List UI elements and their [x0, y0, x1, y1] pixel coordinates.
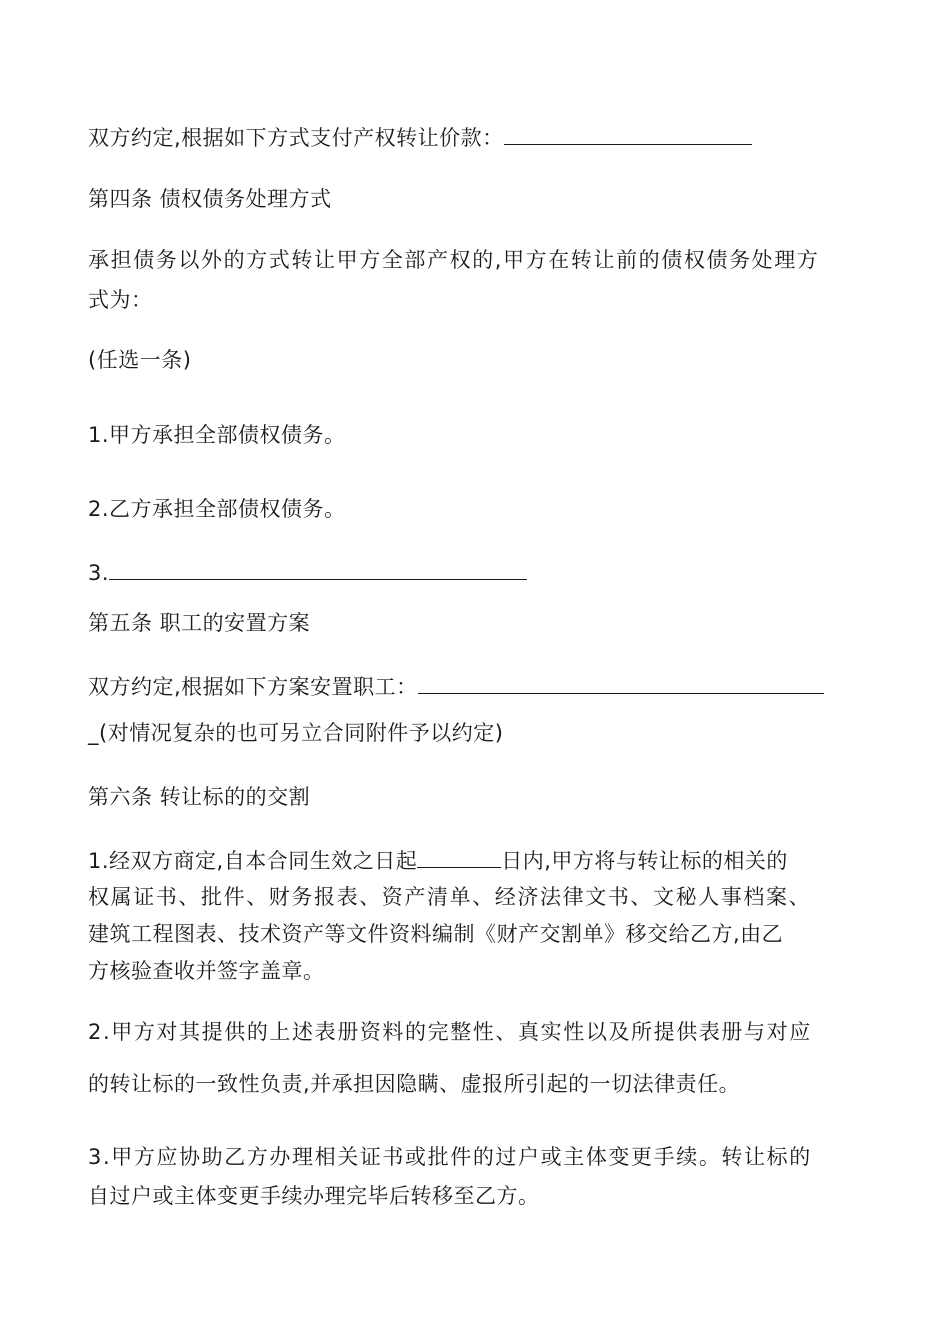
payment-method-text: 双方约定,根据如下方式支付产权转让价款： [88, 126, 504, 150]
choose-one-note: (任选一条) [88, 348, 192, 372]
option-1: 1.甲方承担全部债权债务。 [88, 423, 346, 447]
article-6-item-1-line-1 [88, 845, 868, 875]
article-6-item-1-line-4: 方核验查收并签字盖章。 [88, 959, 325, 983]
staff-plan-line [88, 671, 868, 701]
article-6-item-2-line-1: 2.甲方对其提供的上述表册资料的完整性、真实性以及所提供表册与对应 [88, 1020, 812, 1044]
article-4-para-line-2: 式为： [88, 288, 153, 312]
payment-blank [504, 122, 752, 145]
days-blank [417, 845, 501, 868]
staff-plan-blank [418, 671, 824, 694]
option-2: 2.乙方承担全部债权债务。 [88, 497, 346, 521]
article-6-item-2-line-2: 的转让标的一致性负责,并承担因隐瞒、虚报所引起的一切法律责任。 [88, 1072, 741, 1096]
article-5-heading: 第五条 职工的安置方案 [88, 611, 311, 635]
article-4-heading: 第四条 债权债务处理方式 [88, 187, 332, 211]
article-6-item-3-line-2: 自过户或主体变更手续办理完毕后转移至乙方。 [88, 1184, 540, 1208]
item-1-text-before: 1.经双方商定,自本合同生效之日起 [88, 849, 418, 873]
option-3-blank [109, 557, 527, 580]
article-6-item-1-line-2: 权属证书、批件、财务报表、资产清单、经济法律文书、文秘人事档案、 [88, 885, 812, 909]
article-6-item-1-line-3: 建筑工程图表、技术资产等文件资料编制《财产交割单》移交给乙方,由乙 [88, 922, 784, 946]
staff-plan-text: 双方约定,根据如下方案安置职工： [88, 675, 418, 699]
payment-method-line [88, 122, 868, 152]
option-3-label: 3. [88, 561, 110, 585]
item-1-text-after: 日内,甲方将与转让标的相关的 [501, 849, 788, 873]
article-6-item-3-line-1: 3.甲方应协助乙方办理相关证书或批件的过户或主体变更手续。转让标的 [88, 1145, 812, 1169]
article-4-para-line-1: 承担债务以外的方式转让甲方全部产权的,甲方在转让前的债权债务处理方 [88, 248, 820, 272]
staff-plan-note: _(对情况复杂的也可另立合同附件予以约定) [88, 721, 504, 745]
article-6-heading: 第六条 转让标的的交割 [88, 785, 311, 809]
option-3-line [88, 557, 868, 587]
